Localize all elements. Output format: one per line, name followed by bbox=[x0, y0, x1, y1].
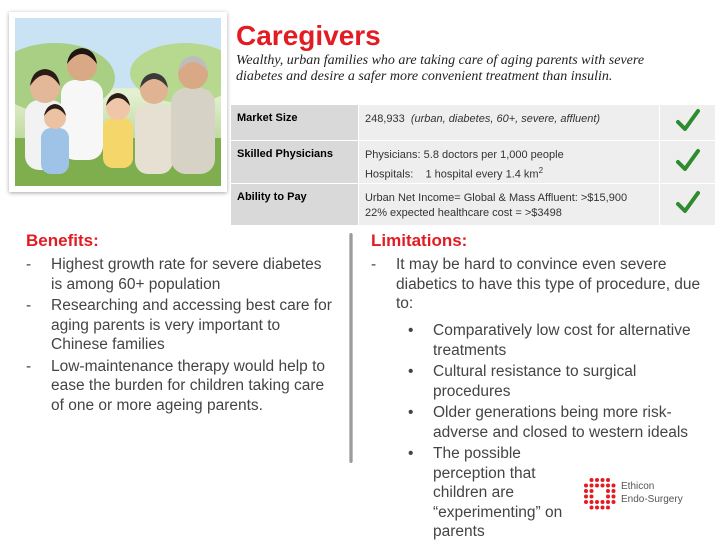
checkmark-icon bbox=[675, 108, 701, 134]
logo-line-1: Ethicon bbox=[621, 481, 655, 492]
bullet-marker: • bbox=[408, 445, 414, 462]
limitation-text: Older generations being more risk-adverse and closed to western ideals bbox=[433, 404, 689, 441]
page-title: Caregivers bbox=[236, 20, 381, 51]
hospitals-line bbox=[365, 163, 659, 183]
limitations-heading: Limitations: bbox=[371, 231, 468, 250]
family-photo bbox=[9, 12, 227, 192]
list-item bbox=[26, 255, 336, 294]
bullet-marker: • bbox=[408, 404, 414, 421]
market-facts-table bbox=[230, 104, 716, 226]
family-illustration bbox=[15, 18, 221, 186]
skilled-physicians-value bbox=[358, 141, 659, 184]
market-size-value bbox=[358, 105, 659, 141]
list-item bbox=[371, 255, 701, 314]
checkmark-icon bbox=[675, 190, 701, 216]
table-row-ability-to-pay bbox=[231, 184, 716, 226]
skilled-physicians-check bbox=[660, 141, 716, 184]
list-item bbox=[404, 362, 714, 401]
list-item bbox=[404, 444, 588, 542]
hospitals-sup: 2 bbox=[538, 166, 544, 175]
logo-text bbox=[621, 480, 683, 506]
column-divider bbox=[349, 233, 353, 463]
benefit-text: Researching and accessing best care for aging parents is very important to Chinese families bbox=[51, 297, 332, 353]
income-line: Urban Net Income= Global & Mass Affluent: >$15,900 bbox=[364, 192, 628, 204]
list-item bbox=[26, 296, 336, 355]
market-size-note: (urban, diabetes, 60+, severe, affluent) bbox=[410, 113, 601, 125]
company-logo bbox=[583, 477, 703, 511]
physicians-line: Physicians: 5.8 doctors per 1,000 people bbox=[364, 149, 564, 161]
benefits-heading: Benefits: bbox=[26, 231, 99, 250]
benefits-list bbox=[26, 255, 336, 417]
ability-to-pay-check bbox=[660, 184, 716, 226]
dash-marker: - bbox=[26, 297, 32, 314]
page-subtitle: Wealthy, urban families who are taking care of aging parents with severe diabetes and desire a safer more convenient treatment than insulin. bbox=[236, 53, 645, 84]
logo-line-2: Endo-Surgery bbox=[621, 494, 683, 505]
healthcare-cost-line: 22% expected healthcare cost = >$3498 bbox=[364, 207, 562, 219]
market-size-label: Market Size bbox=[231, 105, 359, 141]
table-row-market-size bbox=[231, 105, 716, 141]
dash-marker: - bbox=[26, 256, 32, 273]
dash-marker: - bbox=[26, 357, 32, 375]
dash-marker: - bbox=[371, 256, 377, 273]
benefit-text: Low-maintenance therapy would help to ease the burden for children taking care of one or more ageing parents. bbox=[51, 357, 326, 414]
family-photo-image bbox=[15, 18, 221, 186]
list-item bbox=[26, 357, 336, 416]
ethicon-logo-icon bbox=[583, 477, 617, 511]
list-item bbox=[404, 321, 714, 360]
hospitals-text: Hospitals: 1 hospital every 1.4 km bbox=[364, 168, 539, 181]
bullet-marker: • bbox=[408, 322, 414, 339]
limitation-intro-text: It may be hard to convince even severe diabetics to have this type of procedure, due to: bbox=[396, 256, 701, 312]
ability-to-pay-label: Ability to Pay bbox=[231, 184, 359, 226]
limitations-intro-list bbox=[371, 255, 701, 316]
ability-to-pay-value bbox=[358, 184, 659, 226]
benefit-text: Highest growth rate for severe diabetes is among 60+ population bbox=[51, 256, 322, 293]
bullet-marker: • bbox=[408, 363, 414, 380]
market-size-number: 248,933 bbox=[364, 113, 405, 125]
limitation-text: Cultural resistance to surgical procedures bbox=[433, 363, 637, 400]
limitation-text: Comparatively low cost for alternative treatments bbox=[433, 322, 691, 359]
limitation-text: The possible perception that children are “experimenting” on parents bbox=[433, 445, 563, 540]
skilled-physicians-label: Skilled Physicians bbox=[231, 141, 359, 184]
market-size-check bbox=[660, 105, 716, 141]
table-row-skilled-physicians bbox=[231, 141, 716, 184]
list-item bbox=[404, 403, 714, 442]
checkmark-icon bbox=[675, 148, 701, 174]
